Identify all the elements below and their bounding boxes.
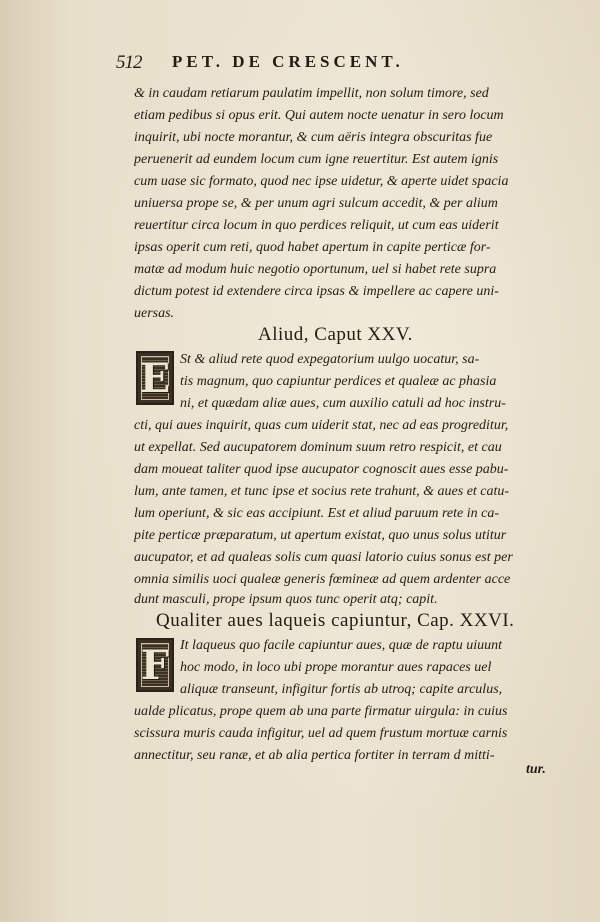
text-line: uersas. xyxy=(134,306,175,321)
text-line: peruenerit ad eundem locum cum igne reuertitur. Est autem ignis xyxy=(134,152,499,167)
text-line: etiam pedibus si opus erit. Qui autem nocte uenatur in sero locum xyxy=(134,108,504,123)
text-line: cti, qui aues inquirit, quas cum uiderit stat, nec ad eas progreditur, xyxy=(134,418,509,433)
text-line: annectitur, seu ranæ, et ab alia pertica fortiter in terram d mitti- xyxy=(134,748,495,763)
text-line: dictum potest id extendere circa ipsas & impellere ac capere uni- xyxy=(134,284,499,299)
text-line: ualde plicatus, prope quem ab una parte firmatur uirgula: in cuius xyxy=(134,704,508,719)
text-line: & in caudam retiarum paulatim impellit, non solum timore, sed xyxy=(134,86,489,101)
text-line: omnia similis uoci qualeæ generis fœmineæ ad quem ardenter acce xyxy=(134,572,511,587)
text-line: lum, ante tamen, et tunc ipse et socius rete trahunt, & aues et catu- xyxy=(134,484,510,499)
decorated-initial xyxy=(136,351,174,405)
text-line: dam moueat taliter quod ipse aucupator cognoscit aues esse pabu- xyxy=(134,462,509,477)
text-line: inquirit, ubi nocte morantur, & cum aëris integra obscuritas fue xyxy=(134,130,493,145)
initial-letter: F xyxy=(140,641,170,689)
text-line: ut expellat. Sed aucupatorem dominum suum retro respicit, et cau xyxy=(134,440,502,455)
page-number: 512 xyxy=(116,52,142,73)
text-line: aliquæ transeunt, infigitur fortis ab utroq; capite arculus, xyxy=(180,682,503,697)
text-line: It laqueus quo facile capiuntur aues, quæ de raptu uiuunt xyxy=(180,638,502,653)
text-line: ni, et quædam aliæ aues, cum auxilio catuli ad hoc instru- xyxy=(180,396,506,411)
text-line: reuertitur circa locum in quo perdices reliquit, ut cum eas uiderit xyxy=(134,218,499,233)
decorated-initial xyxy=(136,638,174,692)
initial-letter: E xyxy=(139,354,171,402)
text-line: dunt masculi, prope ipsum quos tunc operit atq; capit. xyxy=(134,592,438,607)
text-line: St & aliud rete quod expegatorium uulgo uocatur, sa- xyxy=(180,352,480,367)
text-line: cum uase sic formato, quod nec ipse uidetur, & aperte uidet spacia xyxy=(134,174,509,189)
chapter-heading: Qualiter aues laqueis capiuntur, Cap. XXVI. xyxy=(156,610,515,631)
catchword: tur. xyxy=(526,762,546,777)
page-header xyxy=(116,52,488,78)
chapter-heading: Aliud, Caput XXV. xyxy=(258,324,413,345)
text-line: hoc modo, in loco ubi prope morantur aues rapaces uel xyxy=(180,660,492,675)
text-line: uniuersa prope se, & per unum agri sulcum accedit, & per alium xyxy=(134,196,498,211)
text-line: ipsas operit cum reti, quod habet apertum in capite perticæ for- xyxy=(134,240,491,255)
text-line: tis magnum, quo capiuntur perdices et qualeæ ac phasia xyxy=(180,374,497,389)
running-head: PET. DE CRESCENT. xyxy=(172,52,404,71)
text-line: pite perticæ præparatum, ut apertum existat, quo unus solus utitur xyxy=(134,528,507,543)
text-line: lum operiunt, & sic eas accipiunt. Est et aliud paruum rete in ca- xyxy=(134,506,499,521)
text-line: scissura muris cauda infigitur, uel ad quem frustum mortuæ carnis xyxy=(134,726,508,741)
text-line: matæ ad modum huic negotio oportunum, uel si habet rete supra xyxy=(134,262,497,277)
text-line: aucupator, et ad qualeas solis cum quasi latorio cuius sonus est per xyxy=(134,550,513,565)
